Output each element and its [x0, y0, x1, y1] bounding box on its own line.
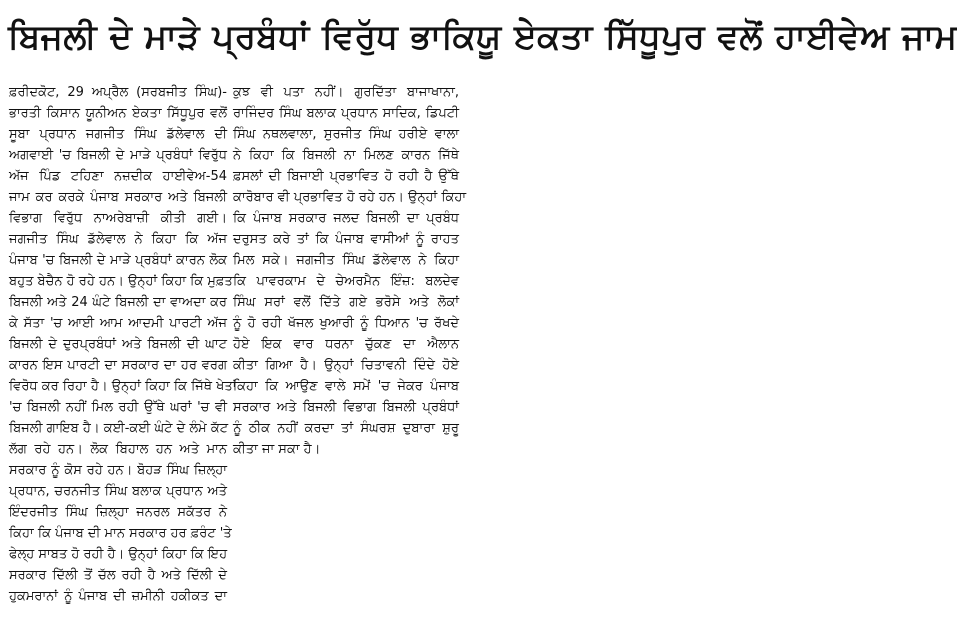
- article-line: ਕੁਝ ਵੀ ਪਤਾ ਨਹੀਂ। ਗੁਰਦਿੱਤਾ ਬਾਜਾਖਾਨਾ,: [233, 85, 459, 100]
- article-line: ਅੱਜ ਪਿੰਡ ਟਹਿਣਾ ਨਜ਼ਦੀਕ ਹਾਈਵੇਅ-54: [9, 169, 227, 184]
- article-line: ਅਗਵਾਈ 'ਚ ਬਿਜਲੀ ਦੇ ਮਾੜੇ ਪ੍ਰਬੰਧਾਂ ਵਿਰੁੱਧ: [9, 148, 227, 163]
- article-line: ਕਾਰਨ ਇਸ ਪਾਰਟੀ ਦਾ ਸਰਕਾਰ ਦਾ ਹਰ ਵਰਗ: [9, 358, 227, 373]
- article-line: ਕਿ ਪਾਵਰਕਾਮ ਦੇ ਚੇਅਰਮੈਨ ਇੰਜ਼: ਬਲਦੇਵ: [233, 274, 459, 289]
- article-line: ਕਿ ਪੰਜਾਬ ਸਰਕਾਰ ਜਲਦ ਬਿਜਲੀ ਦਾ ਪ੍ਰਬੰਧ: [233, 211, 459, 226]
- article-line: ਸਿੰਘ ਸਰਾਂ ਵਲੋਂ ਦਿੱਤੇ ਗਏ ਭਰੋਸੇ ਅਤੇ ਲੋਕਾਂ: [233, 295, 459, 310]
- article-line: ਨੇ ਕਿਹਾ ਕਿ ਬਿਜਲੀ ਨਾ ਮਿਲਣ ਕਾਰਨ ਜਿੱਥੇ: [233, 148, 459, 163]
- article-line: ਇੰਦਰਜੀਤ ਸਿੰਘ ਜ਼ਿਲ੍ਹਾ ਜਨਰਲ ਸਕੱਤਰ ਨੇ: [9, 505, 227, 520]
- article-line: ਦਰੁਸਤ ਕਰੇ ਤਾਂ ਕਿ ਪੰਜਾਬ ਵਾਸੀਆਂ ਨੂੰ ਰਾਹਤ: [233, 232, 459, 247]
- article-line: ਵਿਰੋਧ ਕਰ ਰਿਹਾ ਹੈ। ਉਨ੍ਹਾਂ ਕਿਹਾ ਕਿ ਜਿੱਥੇ ਖੇਤਾਂ: [9, 379, 237, 394]
- article-line: ਸਰਕਾਰ ਦਿੱਲੀ ਤੋਂ ਚੱਲ ਰਹੀ ਹੈ ਅਤੇ ਦਿੱਲੀ ਦੇ: [9, 568, 227, 583]
- article-line: ਪੰਜਾਬ 'ਚ ਬਿਜਲੀ ਦੇ ਮਾੜੇ ਪ੍ਰਬੰਧਾਂ ਕਾਰਨ ਲੋਕ: [9, 253, 227, 268]
- article-line: ਜਾਮ ਕਰ ਕਰਕੇ ਪੰਜਾਬ ਸਰਕਾਰ ਅਤੇ ਬਿਜਲੀ: [9, 190, 227, 205]
- article-line: ਸੂਬਾ ਪ੍ਰਧਾਨ ਜਗਜੀਤ ਸਿੰਘ ਡੱਲੇਵਾਲ ਦੀ: [9, 127, 227, 142]
- headline: ਬਿਜਲੀ ਦੇ ਮਾੜੇ ਪ੍ਰਬੰਧਾਂ ਵਿਰੁੱਧ ਭਾਕਿਯੂ ਏਕਤਾ ਸਿੱਧੂਪੁਰ ਵਲੋਂ ਹਾਈਵੇਅ ਜਾਮ: [8, 17, 957, 57]
- article-line: ਹੋਏ ਇਕ ਵਾਰ ਧਰਨਾ ਚੁੱਕਣ ਦਾ ਐਲਾਨ: [233, 337, 459, 352]
- article-line: 'ਚ ਬਿਜਲੀ ਨਹੀਂ ਮਿਲ ਰਹੀ ਉੱਥੇ ਘਰਾਂ 'ਚ ਵੀ: [9, 400, 227, 415]
- article-line: ਸਰਕਾਰ ਅਤੇ ਬਿਜਲੀ ਵਿਭਾਗ ਬਿਜਲੀ ਪ੍ਰਬੰਧਾਂ: [233, 400, 459, 415]
- article-line: ਹੁਕਮਰਾਨਾਂ ਨੂੰ ਪੰਜਾਬ ਦੀ ਜ਼ਮੀਨੀ ਹਕੀਕਤ ਦਾ: [9, 589, 227, 604]
- article-line: ਸਿੰਘ ਨਥਲਵਾਲਾ, ਸੁਰਜੀਤ ਸਿੰਘ ਹਰੀਏ ਵਾਲਾ: [233, 127, 459, 142]
- article-line: ਫੇਲ੍ਹ ਸਾਬਤ ਹੋ ਰਹੀ ਹੈ। ਉਨ੍ਹਾਂ ਕਿਹਾ ਕਿ ਇਹ: [9, 547, 228, 562]
- article-line: ਜਗਜੀਤ ਸਿੰਘ ਡੱਲੇਵਾਲ ਨੇ ਕਿਹਾ ਕਿ ਅੱਜ: [9, 232, 227, 247]
- article-line: ਪ੍ਰਧਾਨ, ਚਰਨਜੀਤ ਸਿੰਘ ਬਲਾਕ ਪ੍ਰਧਾਨ ਅਤੇ: [9, 484, 227, 499]
- article-line: ਨੂੰ ਹੋ ਰਹੀ ਖੱਜਲ ਖੁਆਰੀ ਨੂੰ ਧਿਆਨ 'ਚ ਰੱਖਦੇ: [233, 316, 459, 331]
- article-column-left: [9, 82, 237, 607]
- article-line: ਕੇ ਸੱਤਾ 'ਚ ਆਈ ਆਮ ਆਦਮੀ ਪਾਰਟੀ ਅੱਜ: [9, 316, 227, 331]
- article-line: ਬਹੁਤ ਬੇਚੈਨ ਹੋ ਰਹੇ ਹਨ। ਉਨ੍ਹਾਂ ਕਿਹਾ ਕਿ ਮੁਫ਼ਤ: [9, 274, 233, 289]
- article-line: ਫ਼ਸਲਾਂ ਦੀ ਬਿਜਾਈ ਪ੍ਰਭਾਵਿਤ ਹੋ ਰਹੀ ਹੈ ਉੱਥੇ: [233, 169, 459, 184]
- article-line: ਲੱਗ ਰਹੇ ਹਨ। ਲੋਕ ਬਿਹਾਲ ਹਨ ਅਤੇ ਮਾਨ: [9, 442, 227, 457]
- article-line: ਕਿਹਾ ਕਿ ਪੰਜਾਬ ਦੀ ਮਾਨ ਸਰਕਾਰ ਹਰ ਫ਼ਰੰਟ 'ਤੇ: [9, 526, 232, 541]
- article-line: ਨੂੰ ਠੀਕ ਨਹੀਂ ਕਰਦਾ ਤਾਂ ਸੰਘਰਸ਼ ਦੁਬਾਰਾ ਸ਼ੁਰੂ: [233, 421, 459, 436]
- article-line: ਮਿਲ ਸਕੇ। ਜਗਜੀਤ ਸਿੰਘ ਡੱਲੇਵਾਲ ਨੇ ਕਿਹਾ: [233, 253, 459, 268]
- article-line: ਕਿਹਾ ਕਿ ਆਉਣ ਵਾਲੇ ਸਮੇਂ 'ਚ ਜੇਕਰ ਪੰਜਾਬ: [233, 379, 459, 394]
- article-line: ਭਾਰਤੀ ਕਿਸਾਨ ਯੂਨੀਅਨ ਏਕਤਾ ਸਿੱਧੂਪੁਰ ਵਲੋਂ: [9, 106, 227, 121]
- article-line: ਸਰਕਾਰ ਨੂੰ ਕੋਸ ਰਹੇ ਹਨ। ਬੋਹੜ ਸਿੰਘ ਜ਼ਿਲ੍ਹਾ: [9, 463, 227, 478]
- article-line: ਕੀਤਾ ਗਿਆ ਹੈ। ਉਨ੍ਹਾਂ ਚਿਤਾਵਨੀ ਦਿੰਦੇ ਹੋਏ: [233, 358, 459, 373]
- article-line: ਕਾਰੋਬਾਰ ਵੀ ਪ੍ਰਭਾਵਿਤ ਹੋ ਰਹੇ ਹਨ। ਉਨ੍ਹਾਂ ਕਿਹਾ: [233, 190, 467, 205]
- article-line: ਵਿਭਾਗ ਵਿਰੁੱਧ ਨਾਅਰੇਬਾਜ਼ੀ ਕੀਤੀ ਗਈ।: [9, 211, 227, 226]
- article-line: ਫ਼ਰੀਦਕੋਟ, 29 ਅਪ੍ਰੈਲ (ਸਰਬਜੀਤ ਸਿੰਘ)-: [9, 85, 227, 100]
- article-column-right: [233, 82, 467, 460]
- article-line: ਬਿਜਲੀ ਅਤੇ 24 ਘੰਟੇ ਬਿਜਲੀ ਦਾ ਵਾਅਦਾ ਕਰ: [9, 295, 227, 310]
- article-line: ਬਿਜਲੀ ਦੇ ਦੁਰਪ੍ਰਬੰਧਾਂ ਅਤੇ ਬਿਜਲੀ ਦੀ ਘਾਟ: [9, 337, 227, 352]
- article-line: ਰਾਜਿੰਦਰ ਸਿੰਘ ਬਲਾਕ ਪ੍ਰਧਾਨ ਸਾਦਿਕ, ਡਿਪਟੀ: [233, 106, 459, 121]
- article-line: ਕੀਤਾ ਜਾ ਸਕਾ ਹੈ।: [233, 442, 321, 457]
- article-line: ਬਿਜਲੀ ਗਾਇਬ ਹੈ। ਕਈ-ਕਈ ਘੰਟੇ ਦੇ ਲੰਮੇ ਕੱਟ: [9, 421, 229, 436]
